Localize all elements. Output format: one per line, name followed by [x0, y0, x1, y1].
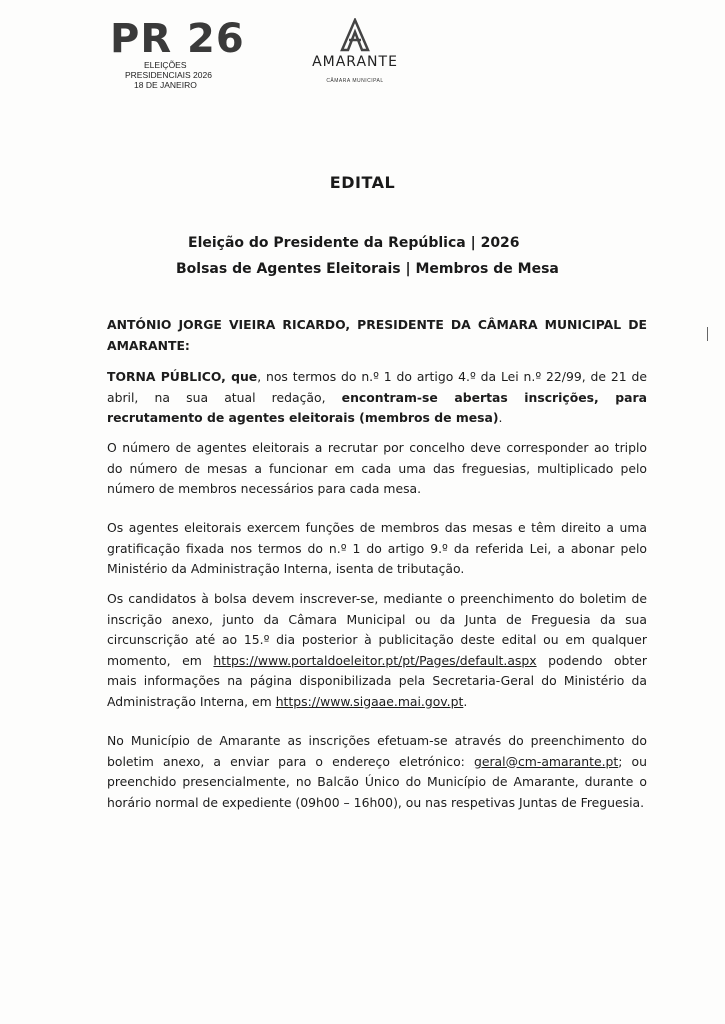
sigaae-link[interactable]: https://www.sigaae.mai.gov.pt [275, 693, 464, 709]
candidates-text-1: Os candidatos à bolsa devem inscrever-se, mediante o preenchimento do boletim de inscrição anexo, junto da Câmara Municipal ou da Junta de Freguesia da sua circunscrição até ao 15.º dia posterior à publicitação deste edital ou em qualquer momento, em [107, 591, 647, 668]
amarante-logo [300, 18, 410, 84]
paragraph-number-agents: O número de agentes eleitorais a recrutar por concelho deve corresponder ao triplo do número de mesas a funcionar em cada uma das freguesias, multiplicado pelo número de membros necessários para cada mesa. [107, 440, 647, 496]
document-subtitle-election: Eleição do Presidente da República | 2026 [188, 235, 520, 251]
paragraph-municipality [107, 731, 647, 813]
portal-eleitor-link[interactable]: https://www.portaldoeleitor.pt/pt/Pages/default.aspx [213, 652, 537, 668]
torna-bold: encontram-se abertas inscrições, para recrutamento de agentes eleitorais (membros de mesa) [107, 389, 647, 425]
amarante-logo-subtitle: CÂMARA MUNICIPAL [326, 78, 384, 84]
municipality-text-1: No Município de Amarante as inscrições efetuam-se através do preenchimento do boletim anexo, a enviar para o endereço eletrónico: [107, 733, 647, 769]
pr26-logo-line2: PRESIDENCIAIS 2026 [125, 70, 212, 80]
amarante-logo-name: AMARANTE [312, 54, 398, 70]
candidates-text-2: podendo obter mais informações na página disponibilizada pela Secretaria-Geral do Ministério da Administração Interna, em [107, 652, 647, 709]
pr26-logo-mark: PR 26 [110, 16, 245, 62]
email-link[interactable]: geral@cm-amarante.pt [473, 753, 619, 769]
pr26-logo-line3: 18 DE JANEIRO [134, 80, 197, 90]
candidates-text-3: . [463, 693, 468, 709]
scan-margin-mark [707, 327, 708, 341]
paragraph-agent-functions: Os agentes eleitorais exercem funções de membros das mesas e têm direito a uma gratificação fixada nos termos do n.º 1 do artigo 9.º da referida Lei, a abonar pelo Ministério da Administração Interna, isenta de tributação. [107, 520, 647, 576]
amarante-a-icon [338, 18, 372, 52]
president-declaration: ANTÓNIO JORGE VIEIRA RICARDO, PRESIDENTE DA CÂMARA MUNICIPAL DE AMARANTE: [107, 317, 647, 353]
paragraph-torna-publico [107, 367, 647, 429]
pr26-logo-line1: ELEIÇÕES [144, 60, 187, 70]
document-subtitle-bolsas: Bolsas de Agentes Eleitorais | Membros de Mesa [176, 261, 559, 277]
document-title: EDITAL [329, 173, 396, 192]
torna-lead: TORNA PÚBLICO, que [107, 369, 258, 384]
torna-text: , nos termos do n.º 1 do artigo 4.º da Lei n.º 22/99, de 21 de abril, na sua atual redação, [107, 369, 647, 405]
municipality-text-2: ; ou preenchido presencialmente, no Balcão Único do Município de Amarante, durante o horário normal de expediente (09h00 – 16h00), ou nas respetivas Juntas de Freguesia. [107, 753, 647, 810]
paragraph-candidates [107, 589, 647, 712]
pr26-logo [104, 18, 254, 90]
torna-end: . [498, 410, 503, 425]
